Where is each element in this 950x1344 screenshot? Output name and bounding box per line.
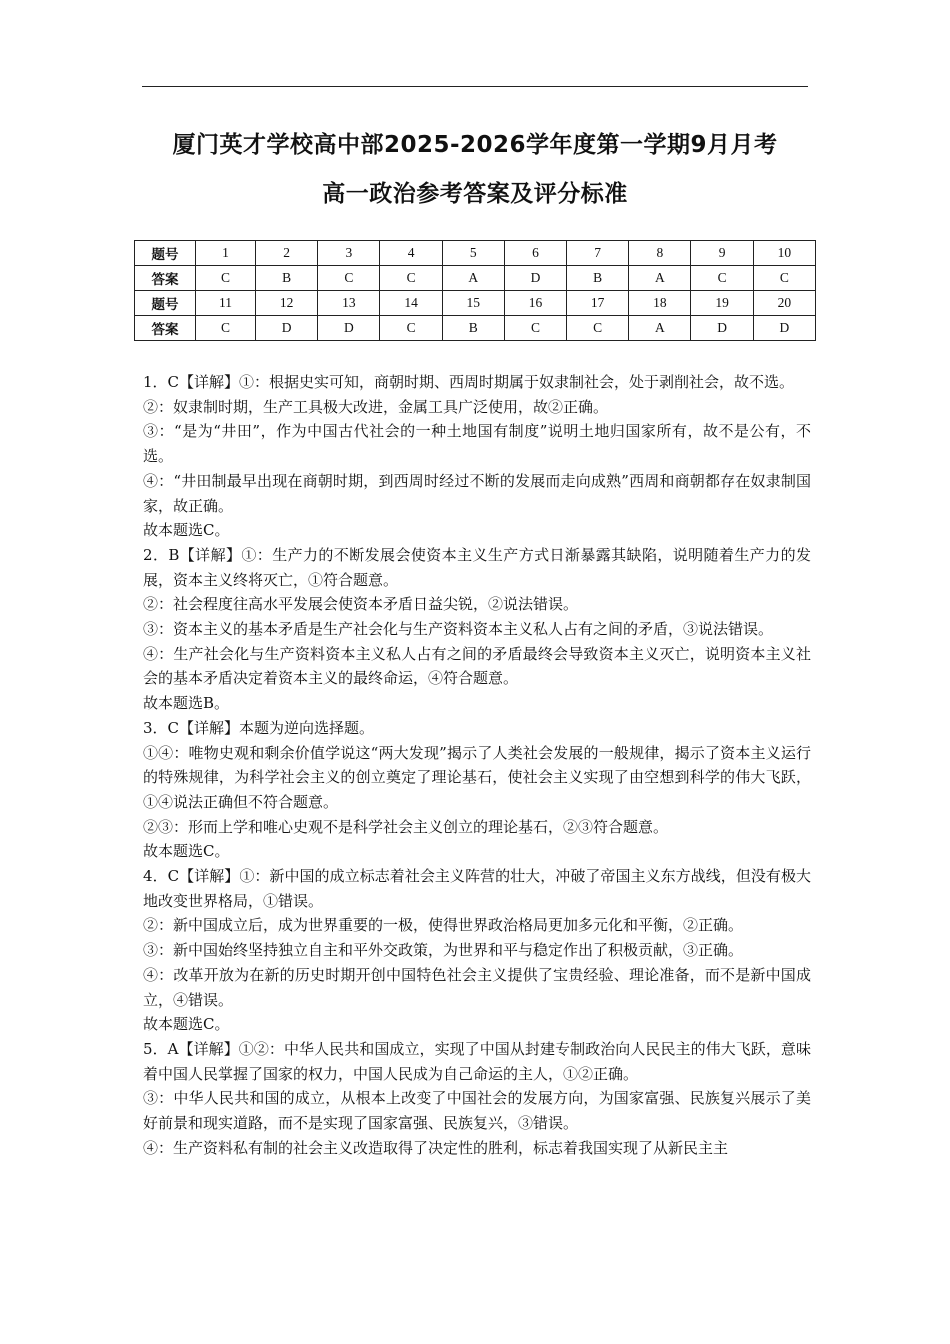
explanation-paragraph: ②：社会程度往高水平发展会使资本矛盾日益尖锐，②说法错误。 [143,595,579,614]
explanation-paragraph: ①④：唯物史观和剩余价值学说这“两大发现”揭示了人类社会发展的一般规律，揭示了资本主义运行的特殊规律，为科学社会主义的创立奠定了理论基石，使社会主义实现了由空想到科学的伟大飞跃，①④说法正确但不符合题意。 [143,743,811,811]
explanation-paragraph: ②③：形而上学和唯心史观不是科学社会主义创立的理论基石，②③符合题意。 [143,817,669,836]
explanation-paragraph: ④：生产社会化与生产资料资本主义私人占有之间的矛盾最终会导致资本主义灭亡，说明资本主义社会的基本矛盾决定着资本主义的最终命运，④符合题意。 [143,644,811,688]
table-cell: D [691,316,753,341]
row-header-cell: 题号 [135,241,196,266]
explanation-paragraph: ②：奴隶制时期，生产工具极大改进，金属工具广泛使用，故②正确。 [143,397,609,416]
table-cell: 20 [753,291,815,316]
table-cell: 18 [629,291,691,316]
row-header-cell: 答案 [135,316,196,341]
table-cell: 1 [196,241,256,266]
table-cell: D [256,316,318,341]
table-cell: 10 [753,241,815,266]
explanation-paragraph: 5．A【详解】①②：中华人民共和国成立，实现了中国从封建专制政治向人民民主的伟大飞跃，意味着中国人民掌握了国家的权力，中国人民成为自己命运的主人，①②正确。 [143,1039,811,1083]
table-cell: 8 [629,241,691,266]
explanation-paragraph: 故本题选C。 [143,1015,230,1034]
explanation-paragraph: ②：新中国成立后，成为世界重要的一极，使得世界政治格局更加多元化和平衡，②正确。 [143,916,744,935]
explanation-paragraph: ④：改革开放为在新的历史时期开创中国特色社会主义提供了宝贵经验、理论准备，而不是新中国成立，④错误。 [143,965,811,1009]
table-cell: 6 [504,241,566,266]
table-cell: 12 [256,291,318,316]
row-header-cell: 题号 [135,291,196,316]
explanation-paragraph: ③：新中国始终坚持独立自主和平外交政策，为世界和平与稳定作出了积极贡献，③正确。 [143,941,744,960]
table-row [135,291,816,316]
table-cell: C [318,266,380,291]
table-cell: A [629,316,691,341]
table-row [135,241,816,266]
table-cell: C [196,266,256,291]
table-cell: 16 [504,291,566,316]
table-cell: B [256,266,318,291]
table-cell: C [567,316,629,341]
table-cell: D [504,266,566,291]
table-cell: A [629,266,691,291]
explanation-paragraph: ③：资本主义的基本矛盾是生产社会化与生产资料资本主义私人占有之间的矛盾，③说法错误。 [143,620,774,639]
table-cell: C [196,316,256,341]
explanation-paragraph: 1．C【详解】①：根据史实可知，商朝时期、西周时期属于奴隶制社会，处于剥削社会，故不选。 [143,373,795,391]
explanation-paragraph: 3．C【详解】本题为逆向选择题。 [143,718,375,737]
table-cell: C [380,316,442,341]
document-title: 厦门英才学校高中部2025-2026学年度第一学期9月月考 [172,132,778,158]
table-cell: 5 [442,241,504,266]
table-cell: 9 [691,241,753,266]
table-row [135,316,816,341]
table-cell: 19 [691,291,753,316]
document-subtitle: 高一政治参考答案及评分标准 [322,181,628,207]
table-row [135,266,816,291]
explanation-paragraph: ④：生产资料私有制的社会主义改造取得了决定性的胜利，标志着我国实现了从新民主主 [143,1138,729,1157]
explanation-paragraph: 故本题选C。 [143,521,230,540]
table-cell: C [753,266,815,291]
table-cell: C [380,266,442,291]
table-cell: 14 [380,291,442,316]
table-cell: B [567,266,629,291]
explanation-paragraph: ③：“是为“井田”，作为中国古代社会的一种土地国有制度”说明土地归国家所有，故不是公有，不选。 [143,422,811,466]
explanation-paragraph: 故本题选B。 [143,694,230,713]
explanation-section [143,370,811,1161]
table-cell: D [753,316,815,341]
table-cell: C [691,266,753,291]
explanation-paragraph: 4．C【详解】①：新中国的成立标志着社会主义阵营的壮大，冲破了帝国主义东方战线，但没有极大地改变世界格局，①错误。 [143,867,811,910]
row-header-cell: 答案 [135,266,196,291]
table-cell: 11 [196,291,256,316]
explanation-paragraph: 2．B【详解】①：生产力的不断发展会使资本主义生产方式日渐暴露其缺陷，说明随着生产力的发展，资本主义终将灭亡，①符合题意。 [143,545,811,589]
table-cell: 3 [318,241,380,266]
explanation-paragraph: 故本题选C。 [143,842,230,861]
answer-table [134,240,816,341]
table-cell: 2 [256,241,318,266]
table-cell: 17 [567,291,629,316]
explanation-paragraph: ④：“井田制最早出现在商朝时期，到西周时经过不断的发展而走向成熟”西周和商朝都存在奴隶制国家，故正确。 [143,471,811,515]
table-cell: C [504,316,566,341]
table-cell: B [442,316,504,341]
table-cell: 4 [380,241,442,266]
table-cell: 15 [442,291,504,316]
table-cell: A [442,266,504,291]
explanation-paragraph: ③：中华人民共和国的成立，从根本上改变了中国社会的发展方向，为国家富强、民族复兴展示了美好前景和现实道路，而不是实现了国家富强、民族复兴，③错误。 [143,1089,811,1133]
header-rule [142,86,808,87]
table-cell: D [318,316,380,341]
table-cell: 13 [318,291,380,316]
table-cell: 7 [567,241,629,266]
